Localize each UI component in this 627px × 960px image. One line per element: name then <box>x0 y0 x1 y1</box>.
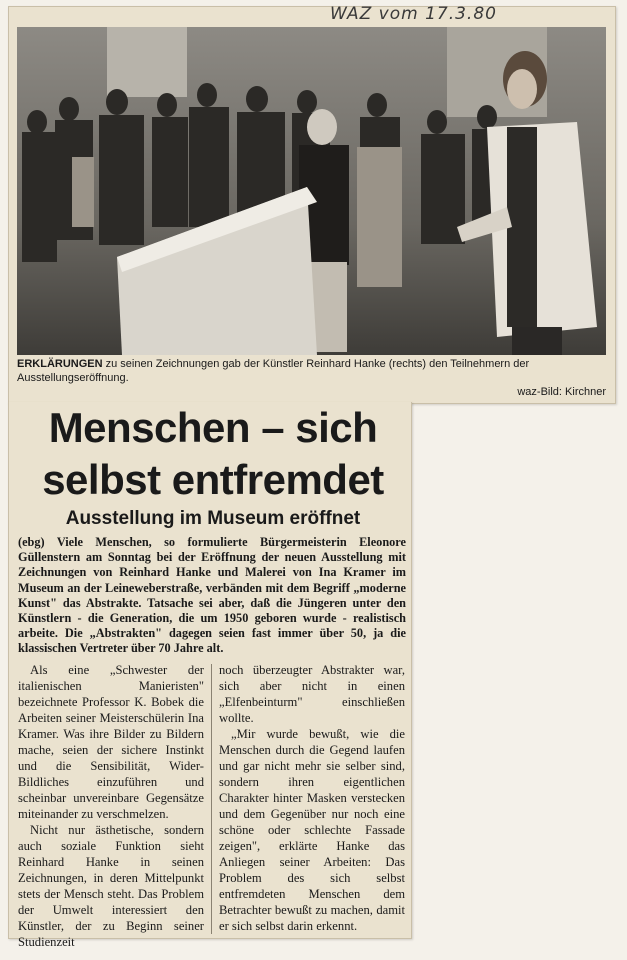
headline-line-1: Menschen – sich <box>48 404 378 451</box>
handwritten-date-note: WAZ vom 17.3.80 <box>330 4 497 24</box>
article-column-1 <box>18 662 204 950</box>
column-1-paragraph-1: Als eine „Schwester der italienischen Manieristen" bezeichnete Professor K. Bobek die Arbeiten seiner Meisterschülerin Ina Kramer. Was ihre Bilder zu Bildern mache, seien der sichere Instinkt und die Sensibilität, Wider-Bildliches einzuführen und scheinbar unvereinbare Gegensätze miteinander zu verschmelzen. <box>18 663 204 821</box>
column-2-paragraph-2: „Mir wurde bewußt, wie die Menschen durch die Gegend laufen und gar nicht mehr sie selber sind, sondern ihren eigentlichen Charakter hinter Masken verstecken und dem Gegenüber nur noch eine schöne oder schlechte Fassade zeigen", erklärte Hanke das Anliegen seiner Arbeiten: Das Problem des sich selbst entfremdeten Menschen dem Betrachter bewußt zu machen, damit er sich selbst darin erkennt. <box>219 727 405 933</box>
column-1-paragraph-2: Nicht nur ästhetische, sondern auch soziale Funktion sieht Reinhard Hanke in seinen Zeichnungen, in deren Mittelpunkt stets der Mensch steht. Das Problem der Umwelt interessiert den Künstler, der zu Beginn seiner Studienzeit <box>18 823 204 949</box>
photo-credit: waz-Bild: Kirchner <box>517 386 606 398</box>
subheadline: Ausstellung im Museum eröffnet <box>65 508 361 529</box>
headline-line-2: selbst entfremdet <box>42 456 384 503</box>
caption-text <box>17 357 606 385</box>
photo-illustration <box>17 27 606 355</box>
caption-lead-word: ERKLÄRUNGEN <box>17 358 103 370</box>
headline <box>18 402 408 506</box>
lead-paragraph: (ebg) Viele Menschen, so formulierte Bürgermeisterin Eleonore Güllenstern am Sonntag bei der Eröffnung der neuen Ausstellung mit Zeichnungen von Reinhard Hanke und Malerei von Ina Kramer im Museum an der Leineweberstraße, verbänden mit dem Begriff „moderne Kunst" das Abstrakte. Tatsache sei aber, daß die Jüngeren unter den Künstlern - die Generation, die um 1950 geboren wurde - realistisch arbeite. Die „Abstrakten" dagegen seien fast immer über 50, ja die klassischen Vertreter über 70 Jahre alt. <box>18 535 406 656</box>
exhibition-photo <box>17 27 606 355</box>
column-2-paragraph-1: noch überzeugter Abstrakter war, sich aber nicht in einen „Elfenbeinturm" einschließen wollte. <box>219 663 405 725</box>
article-column-2 <box>219 662 405 934</box>
column-divider <box>211 664 212 934</box>
photo-caption <box>17 357 606 399</box>
caption-body: zu seinen Zeichnungen gab der Künstler Reinhard Hanke (rechts) den Teilnehmern der Ausstellungseröffnung. <box>17 358 530 384</box>
